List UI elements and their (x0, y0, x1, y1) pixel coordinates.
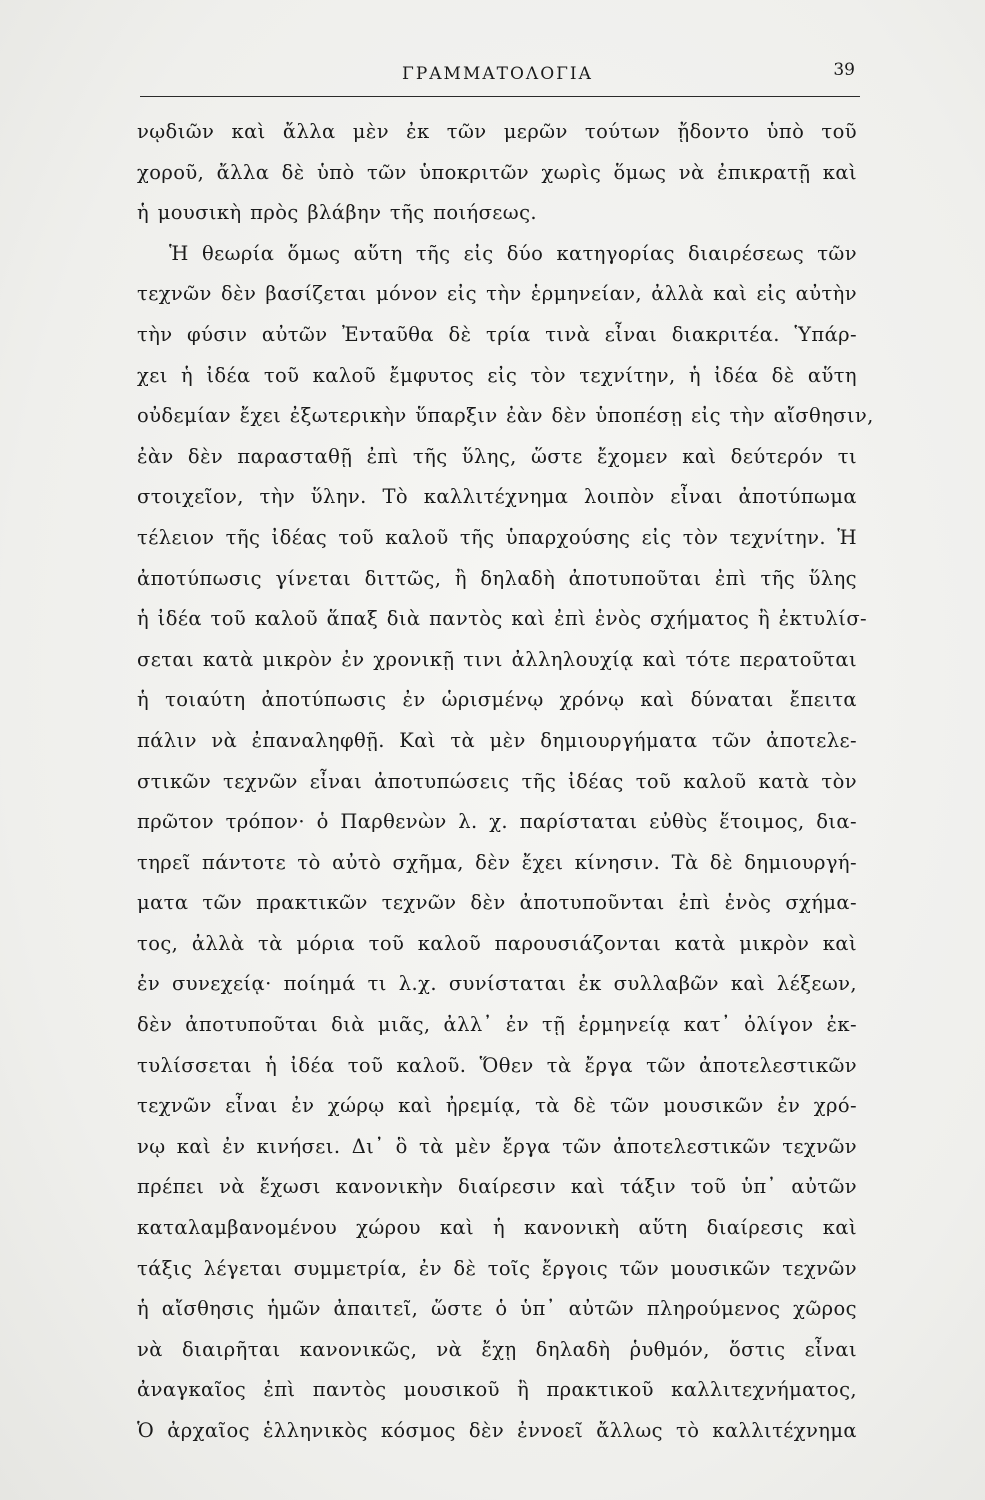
text-line: πρέπει νὰ ἔχωσι κανονικὴν διαίρεσιν καὶ τάξιν τοῦ ὑπ᾽ αὐτῶν (137, 1175, 857, 1199)
running-header (140, 58, 855, 98)
text-line: τεχνῶν δὲν βασίζεται μόνον εἰς τὴν ἑρμηνείαν, ἀλλὰ καὶ εἰς αὐτὴν (137, 282, 857, 306)
text-line: στικῶν τεχνῶν εἶναι ἀποτυπώσεις τῆς ἰδέας τοῦ καλοῦ κατὰ τὸν (137, 769, 857, 793)
text-line: σεται κατὰ μικρὸν ἐν χρονικῇ τινι ἀλληλουχίᾳ καὶ τότε περατοῦται (137, 647, 857, 671)
text-line: οὐδεμίαν ἔχει ἐξωτερικὴν ὕπαρξιν ἐὰν δὲν ὑποπέσῃ εἰς τὴν αἴσθησιν, (137, 404, 874, 428)
text-line: ἡ αἴσθησις ἡμῶν ἀπαιτεῖ, ὥστε ὁ ὑπ᾽ αὐτῶν πληρούμενος χῶρος (137, 1297, 857, 1321)
running-title: ΓΡΑΜΜΑΤΟΛΟΓΙΑ (402, 64, 593, 84)
header-rule (140, 96, 860, 97)
text-line: τος, ἀλλὰ τὰ μόρια τοῦ καλοῦ παρουσιάζονται κατὰ μικρὸν καὶ (137, 931, 857, 955)
text-line: ἐν συνεχείᾳ· ποίημά τι λ.χ. συνίσταται ἐκ συλλαβῶν καὶ λέξεων, (137, 972, 857, 996)
text-line: χοροῦ, ἄλλα δὲ ὑπὸ τῶν ὑποκριτῶν χωρὶς ὅμως νὰ ἐπικρατῇ καὶ (137, 160, 857, 184)
text-line: πάλιν νὰ ἐπαναληφθῇ. Καὶ τὰ μὲν δημιουργήματα τῶν ἀποτελε- (137, 728, 857, 752)
text-line: καταλαμβανομένου χώρου καὶ ἡ κανονικὴ αὕτη διαίρεσις καὶ (137, 1216, 857, 1240)
text-line: ἡ ἰδέα τοῦ καλοῦ ἅπαξ διὰ παντὸς καὶ ἐπὶ ἑνὸς σχήματος ἢ ἐκτυλίσ- (137, 607, 868, 631)
text-line: τὴν φύσιν αὐτῶν Ἐνταῦθα δὲ τρία τινὰ εἶναι διακριτέα. Ὑπάρ- (137, 322, 857, 346)
text-line: ἡ μουσικὴ πρὸς βλάβην τῆς ποιήσεως. (137, 201, 538, 225)
text-line: στοιχεῖον, τὴν ὕλην. Τὸ καλλιτέχνημα λοιπὸν εἶναι ἀποτύπωμα (137, 485, 857, 509)
text-line: ἡ τοιαύτη ἀποτύπωσις ἐν ὡρισμένῳ χρόνῳ καὶ δύναται ἔπειτα (137, 688, 857, 712)
text-line: ἀναγκαῖος ἐπὶ παντὸς μουσικοῦ ἢ πρακτικοῦ καλλιτεχνήματος, (137, 1378, 857, 1402)
text-line: πρῶτον τρόπον· ὁ Παρθενὼν λ. χ. παρίσταται εὐθὺς ἕτοιμος, δια- (137, 810, 857, 834)
text-line: τυλίσσεται ἡ ἰδέα τοῦ καλοῦ. Ὅθεν τὰ ἔργα τῶν ἀποτελεστικῶν (137, 1053, 857, 1077)
text-line: τηρεῖ πάντοτε τὸ αὐτὸ σχῆμα, δὲν ἔχει κίνησιν. Τὰ δὲ δημιουργή- (137, 850, 857, 874)
page-number: 39 (833, 60, 855, 80)
text-line: δὲν ἀποτυποῦται διὰ μιᾶς, ἀλλ᾽ ἐν τῇ ἑρμηνείᾳ κατ᾽ ὀλίγον ἐκ- (137, 1013, 857, 1037)
text-line: ἀποτύπωσις γίνεται διττῶς, ἢ δηλαδὴ ἀποτυποῦται ἐπὶ τῆς ὕλης (137, 566, 857, 590)
text-line: νῳδιῶν καὶ ἄλλα μὲν ἐκ τῶν μερῶν τούτων ᾔδοντο ὑπὸ τοῦ (137, 120, 857, 143)
text-line: τάξις λέγεται συμμετρία, ἐν δὲ τοῖς ἔργοις τῶν μουσικῶν τεχνῶν (137, 1256, 857, 1280)
text-line: Ἡ θεωρία ὅμως αὕτη τῆς εἰς δύο κατηγορίας διαιρέσεως τῶν (169, 241, 857, 265)
text-line: ματα τῶν πρακτικῶν τεχνῶν δὲν ἀποτυποῦνται ἐπὶ ἑνὸς σχήμα- (137, 891, 857, 915)
text-line: νῳ καὶ ἐν κινήσει. Δι᾽ ὃ τὰ μὲν ἔργα τῶν ἀποτελεστικῶν τεχνῶν (137, 1134, 857, 1158)
body-text (137, 112, 874, 1452)
text-line: τεχνῶν εἶναι ἐν χώρῳ καὶ ἠρεμίᾳ, τὰ δὲ τῶν μουσικῶν ἐν χρό- (137, 1094, 857, 1118)
text-line: τέλειον τῆς ἰδέας τοῦ καλοῦ τῆς ὑπαρχούσης εἰς τὸν τεχνίτην. Ἡ (137, 525, 857, 549)
text-line: ἐὰν δὲν παρασταθῇ ἐπὶ τῆς ὕλης, ὥστε ἔχομεν καὶ δεύτερόν τι (137, 444, 857, 468)
text-line: χει ἡ ἰδέα τοῦ καλοῦ ἔμφυτος εἰς τὸν τεχνίτην, ἡ ἰδέα δὲ αὕτη (137, 363, 857, 387)
text-line: Ὁ ἀρχαῖος ἑλληνικὸς κόσμος δὲν ἐννοεῖ ἄλλως τὸ καλλιτέχνημα (137, 1419, 857, 1442)
text-line: νὰ διαιρῆται κανονικῶς, νὰ ἔχῃ δηλαδὴ ῥυθμόν, ὅστις εἶναι (137, 1337, 857, 1361)
